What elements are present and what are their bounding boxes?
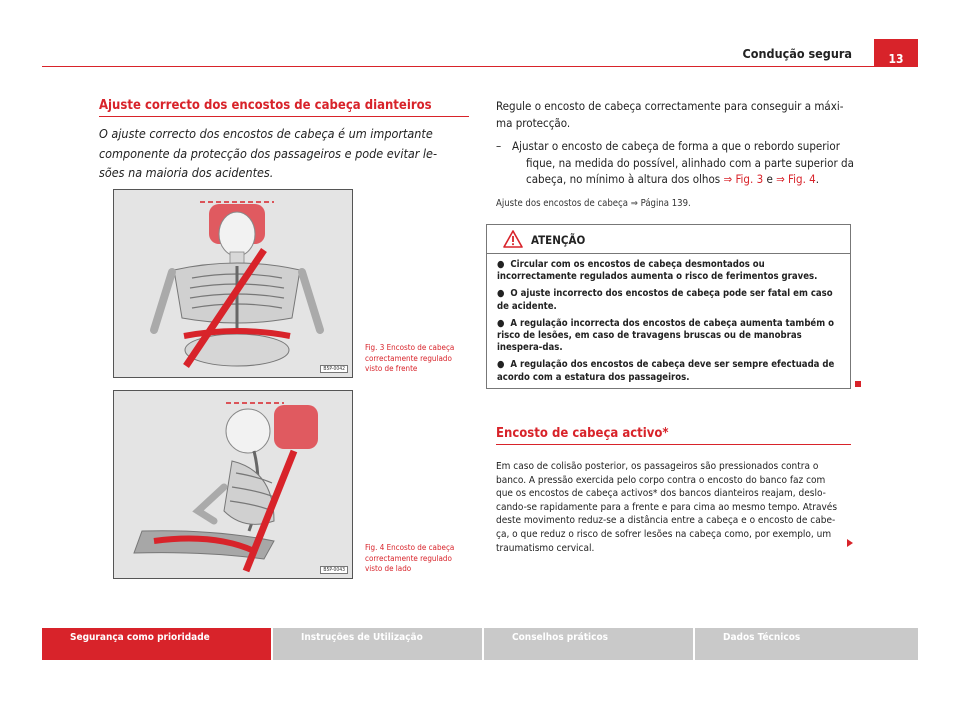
paragraph-line: Regule o encosto de cabeça correctamente para conseguir a máxi- [496, 99, 844, 113]
footer-tab-operating-instructions[interactable]: Instruções de Utilização [273, 628, 482, 660]
figure-4-caption [365, 543, 470, 575]
link-fig-3[interactable]: ⇒ Fig. 3 [723, 172, 764, 187]
adjust-paragraph [496, 98, 856, 131]
section-end-marker [855, 381, 861, 387]
warning-box [486, 224, 851, 389]
caption-line: correctamente regulado [365, 353, 452, 363]
warning-item-text: Circular com os encostos de cabeça desmontados ou incorrectamente regulados aumenta o risco de ferimentos graves. [497, 259, 818, 283]
page-reference: Ajuste dos encostos de cabeça ⇒ Página 139. [496, 198, 691, 209]
active-headrest-paragraph [496, 460, 851, 555]
paragraph-line: traumatismo cervical. [496, 542, 595, 554]
instruction-line: fique, na medida do possível, alinhado com a parte superior da [526, 155, 854, 170]
footer-tab-safety[interactable]: Segurança como prioridade [42, 628, 271, 660]
warning-title: ATENÇÃO [531, 233, 586, 247]
figure-3-caption [365, 343, 470, 375]
caption-line: visto de lado [365, 564, 412, 573]
intro-paragraph [99, 124, 469, 183]
skeleton-front-illustration [114, 190, 352, 377]
section-title-active-headrest: Encosto de cabeça activo* [496, 426, 669, 441]
section-title-rule [496, 444, 851, 445]
caption-line: correctamente regulado [365, 553, 452, 563]
continue-arrow-icon [847, 539, 853, 547]
intro-line: componente da protecção dos passageiros e pode evitar le- [99, 145, 438, 161]
skeleton-side-illustration [114, 391, 352, 578]
running-header-title: Condução segura [742, 46, 852, 61]
caption-line: Fig. 3 Encosto de cabeça [365, 343, 455, 352]
instruction-text: e [763, 172, 777, 187]
instruction-text: . [815, 172, 820, 187]
figure-4-side-view [113, 390, 353, 579]
warning-item: ● O ajuste incorrecto dos encostos de cabeça pode ser fatal em caso de acidente. [497, 288, 833, 312]
figure-code: B5P-0042 [320, 365, 348, 373]
paragraph-line: Em caso de colisão posterior, os passageiros são pressionados contra o [496, 461, 819, 472]
section-title-rule [99, 116, 469, 117]
instruction-line-last [512, 171, 857, 188]
bullet-dash: – [496, 139, 502, 153]
warning-item: ● A regulação incorrecta dos encostos de cabeça aumenta também o risco de lesões, em caso de travagens bruscas ou de manobras inespera-das. [497, 317, 834, 354]
warning-header [487, 225, 850, 254]
paragraph-line: ma protecção. [496, 115, 571, 130]
warning-item: ● Circular com os encostos de cabeça desmontados ou incorrectamente regulados aumenta o risco de ferimentos graves. [497, 259, 818, 283]
page-number: 13 [874, 39, 918, 67]
figure-3-front-view [113, 189, 353, 378]
section-title-headrest-adjust: Ajuste correcto dos encostos de cabeça dianteiros [99, 98, 432, 113]
warning-item-text: A regulação incorrecta dos encostos de cabeça aumenta também o risco de lesões, em caso de travagens bruscas ou de manobras inespera-das. [497, 317, 834, 354]
warning-item-text: O ajuste incorrecto dos encostos de cabeça pode ser fatal em caso de acidente. [497, 288, 833, 312]
warning-list [497, 259, 845, 389]
paragraph-line: banco. A pressão exercida pelo corpo contra o encosto do banco faz com [496, 474, 826, 486]
figure-code: B5P-0043 [320, 566, 348, 574]
instruction-step [512, 138, 857, 188]
footer-tab-technical-data[interactable]: Dados Técnicos [695, 628, 918, 660]
instruction-line: Ajustar o encosto de cabeça de forma a que o rebordo superior [512, 139, 840, 153]
paragraph-line: que os encostos de cabeça activos* dos bancos dianteiros reajam, deslo- [496, 488, 826, 500]
link-fig-4[interactable]: ⇒ Fig. 4 [776, 172, 816, 187]
instruction-text: cabeça, no mínimo à altura dos olhos [526, 172, 724, 187]
header-rule [42, 66, 918, 67]
caption-line: visto de frente [365, 364, 418, 373]
footer-tab-practical-tips[interactable]: Conselhos práticos [484, 628, 693, 660]
caption-line: Fig. 4 Encosto de cabeça [365, 543, 455, 552]
intro-line: O ajuste correcto dos encostos de cabeça é um importante [99, 126, 433, 141]
intro-line: sões na maioria dos acidentes. [99, 165, 274, 180]
warning-item: ● A regulação dos encostos de cabeça deve ser sempre efectuada de acordo com a estatura dos passageiros. [497, 359, 835, 383]
warning-triangle-icon [503, 230, 523, 248]
paragraph-line: deste movimento reduz-se a distância entre a cabeça e o encosto de cabe- [496, 515, 836, 527]
paragraph-line: ça, o que reduz o risco de sofrer lesões na cabeça como, por exemplo, um [496, 528, 832, 540]
warning-item-text: A regulação dos encostos de cabeça deve ser sempre efectuada de acordo com a estatura dos passageiros. [497, 359, 835, 383]
paragraph-line: cando-se rapidamente para a frente e para cima ao mesmo tempo. Através [496, 501, 838, 513]
